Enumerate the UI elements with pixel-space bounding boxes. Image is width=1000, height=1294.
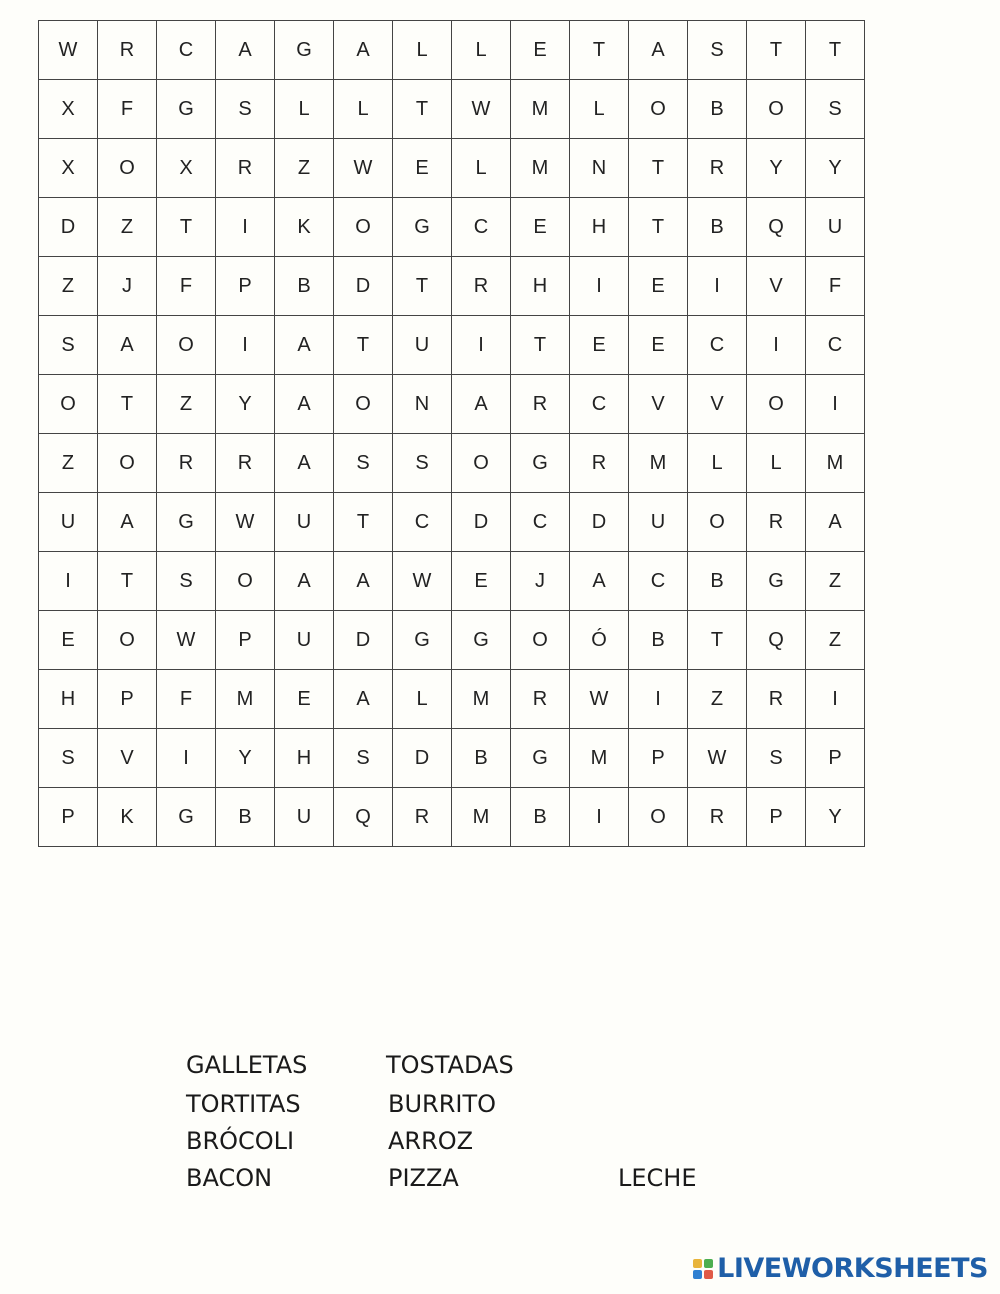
logo-square-3 <box>693 1270 702 1279</box>
grid-cell[interactable]: Y <box>747 139 806 198</box>
grid-cell[interactable]: U <box>275 493 334 552</box>
grid-cell[interactable]: Q <box>747 198 806 257</box>
grid-cell[interactable]: W <box>393 552 452 611</box>
grid-cell[interactable]: S <box>216 80 275 139</box>
grid-cell[interactable]: E <box>511 198 570 257</box>
grid-row <box>39 198 865 257</box>
grid-cell[interactable]: M <box>452 788 511 847</box>
grid-cell[interactable]: D <box>334 257 393 316</box>
grid-cell[interactable]: G <box>393 198 452 257</box>
grid-cell[interactable]: F <box>157 257 216 316</box>
grid-row <box>39 316 865 375</box>
grid-cell[interactable]: B <box>511 788 570 847</box>
grid-cell[interactable]: I <box>806 670 865 729</box>
grid-cell[interactable]: A <box>452 375 511 434</box>
logo-text: LIVEWORKSHEETS <box>717 1253 988 1284</box>
grid-cell[interactable]: W <box>39 21 98 80</box>
grid-cell[interactable]: I <box>688 257 747 316</box>
grid-cell[interactable]: G <box>511 434 570 493</box>
grid-cell[interactable]: R <box>747 493 806 552</box>
grid-cell[interactable]: A <box>334 21 393 80</box>
word-tortitas: TORTITAS <box>186 1090 301 1118</box>
grid-cell[interactable]: X <box>157 139 216 198</box>
grid-cell[interactable]: M <box>452 670 511 729</box>
grid-cell[interactable]: O <box>216 552 275 611</box>
grid-cell[interactable]: O <box>98 434 157 493</box>
grid-cell[interactable]: C <box>393 493 452 552</box>
grid-cell[interactable]: I <box>747 316 806 375</box>
grid-cell[interactable]: P <box>216 257 275 316</box>
grid-cell[interactable]: R <box>570 434 629 493</box>
grid-cell[interactable]: R <box>216 139 275 198</box>
grid-cell[interactable]: W <box>157 611 216 670</box>
grid-cell[interactable]: I <box>806 375 865 434</box>
grid-cell[interactable]: P <box>629 729 688 788</box>
grid-cell[interactable]: O <box>39 375 98 434</box>
grid-row <box>39 788 865 847</box>
grid-cell[interactable]: E <box>452 552 511 611</box>
grid-cell[interactable]: T <box>98 552 157 611</box>
grid-cell[interactable]: H <box>511 257 570 316</box>
grid-row <box>39 21 865 80</box>
grid-cell[interactable]: O <box>629 80 688 139</box>
grid-row <box>39 729 865 788</box>
grid-cell[interactable]: Z <box>157 375 216 434</box>
grid-cell[interactable]: R <box>452 257 511 316</box>
grid-cell[interactable]: Ó <box>570 611 629 670</box>
grid-cell[interactable]: W <box>334 139 393 198</box>
grid-cell[interactable]: C <box>629 552 688 611</box>
grid-cell[interactable]: C <box>806 316 865 375</box>
grid-cell[interactable]: M <box>511 80 570 139</box>
grid-row <box>39 611 865 670</box>
grid-cell[interactable]: O <box>98 139 157 198</box>
grid-cell[interactable]: I <box>157 729 216 788</box>
grid-row <box>39 434 865 493</box>
grid-cell[interactable]: D <box>570 493 629 552</box>
word-arroz: ARROZ <box>388 1127 474 1155</box>
grid-cell[interactable]: V <box>629 375 688 434</box>
grid-cell[interactable]: V <box>688 375 747 434</box>
grid-cell[interactable]: A <box>334 552 393 611</box>
grid-cell[interactable]: T <box>806 21 865 80</box>
grid-row <box>39 139 865 198</box>
grid-cell[interactable]: Q <box>747 611 806 670</box>
grid-cell[interactable]: T <box>629 139 688 198</box>
word-tostadas: TOSTADAS <box>386 1051 514 1079</box>
grid-cell[interactable]: A <box>98 493 157 552</box>
grid-cell[interactable]: O <box>747 80 806 139</box>
grid-cell[interactable]: T <box>511 316 570 375</box>
grid-cell[interactable]: G <box>157 493 216 552</box>
grid-cell[interactable]: B <box>629 611 688 670</box>
grid-cell[interactable]: X <box>39 139 98 198</box>
grid-cell[interactable]: Z <box>806 611 865 670</box>
grid-cell[interactable]: F <box>806 257 865 316</box>
grid-cell[interactable]: O <box>334 198 393 257</box>
word-galletas: GALLETAS <box>186 1051 308 1079</box>
grid-cell[interactable]: I <box>452 316 511 375</box>
grid-cell[interactable]: L <box>570 80 629 139</box>
grid-cell[interactable]: R <box>98 21 157 80</box>
grid-cell[interactable]: Z <box>39 434 98 493</box>
grid-cell[interactable]: A <box>275 316 334 375</box>
grid-cell[interactable]: U <box>629 493 688 552</box>
grid-cell[interactable]: K <box>275 198 334 257</box>
grid-cell[interactable]: H <box>570 198 629 257</box>
grid-cell[interactable]: A <box>275 552 334 611</box>
grid-cell[interactable]: L <box>747 434 806 493</box>
grid-cell[interactable]: O <box>688 493 747 552</box>
grid-cell[interactable]: T <box>629 198 688 257</box>
grid-cell[interactable]: A <box>334 670 393 729</box>
grid-cell[interactable]: S <box>806 80 865 139</box>
grid-cell[interactable]: B <box>275 257 334 316</box>
grid-cell[interactable]: B <box>688 80 747 139</box>
grid-cell[interactable]: A <box>216 21 275 80</box>
grid-cell[interactable]: C <box>688 316 747 375</box>
grid-row <box>39 670 865 729</box>
grid-cell[interactable]: L <box>452 139 511 198</box>
grid-cell[interactable]: F <box>157 670 216 729</box>
grid-cell[interactable]: R <box>688 788 747 847</box>
grid-cell[interactable]: C <box>511 493 570 552</box>
grid-cell[interactable]: G <box>157 80 216 139</box>
grid-cell[interactable]: I <box>216 198 275 257</box>
grid-cell[interactable]: S <box>393 434 452 493</box>
grid-cell[interactable]: E <box>275 670 334 729</box>
grid-cell[interactable]: H <box>39 670 98 729</box>
grid-cell[interactable]: I <box>629 670 688 729</box>
word-burrito: BURRITO <box>388 1090 497 1118</box>
grid-cell[interactable]: Z <box>806 552 865 611</box>
grid-cell[interactable]: U <box>39 493 98 552</box>
grid-cell[interactable]: N <box>393 375 452 434</box>
grid-cell[interactable]: T <box>747 21 806 80</box>
grid-cell[interactable]: W <box>570 670 629 729</box>
grid-cell[interactable]: E <box>629 257 688 316</box>
grid-cell[interactable]: U <box>806 198 865 257</box>
grid-cell[interactable]: H <box>275 729 334 788</box>
grid-cell[interactable]: K <box>98 788 157 847</box>
grid-row <box>39 375 865 434</box>
grid-cell[interactable]: Z <box>688 670 747 729</box>
grid-cell[interactable]: B <box>452 729 511 788</box>
grid-cell[interactable]: W <box>688 729 747 788</box>
grid-cell[interactable]: G <box>452 611 511 670</box>
word-leche: LECHE <box>618 1164 697 1192</box>
grid-cell[interactable]: S <box>157 552 216 611</box>
grid-cell[interactable]: P <box>216 611 275 670</box>
grid-cell[interactable]: L <box>452 21 511 80</box>
grid-cell[interactable]: T <box>98 375 157 434</box>
grid-cell[interactable]: P <box>747 788 806 847</box>
grid-cell[interactable]: R <box>393 788 452 847</box>
grid-cell[interactable]: R <box>747 670 806 729</box>
grid-cell[interactable]: G <box>275 21 334 80</box>
grid-cell[interactable]: P <box>806 729 865 788</box>
grid-cell[interactable]: U <box>393 316 452 375</box>
grid-cell[interactable]: S <box>39 729 98 788</box>
grid-cell[interactable]: F <box>98 80 157 139</box>
grid-cell[interactable]: L <box>393 670 452 729</box>
grid-cell[interactable]: A <box>570 552 629 611</box>
grid-cell[interactable]: Q <box>334 788 393 847</box>
grid-cell[interactable]: T <box>393 257 452 316</box>
grid-cell[interactable]: R <box>688 139 747 198</box>
word-bacon: BACON <box>186 1164 273 1192</box>
grid-cell[interactable]: R <box>157 434 216 493</box>
grid-cell[interactable]: E <box>393 139 452 198</box>
grid-cell[interactable]: M <box>216 670 275 729</box>
grid-cell[interactable]: C <box>570 375 629 434</box>
grid-cell[interactable]: R <box>511 670 570 729</box>
grid-cell[interactable]: T <box>157 198 216 257</box>
grid-cell[interactable]: O <box>452 434 511 493</box>
grid-cell[interactable]: M <box>570 729 629 788</box>
grid-cell[interactable]: A <box>275 434 334 493</box>
logo-square-2 <box>704 1259 713 1268</box>
grid-row <box>39 80 865 139</box>
grid-cell[interactable]: S <box>747 729 806 788</box>
word-brocoli: BRÓCOLI <box>186 1127 295 1155</box>
grid-row <box>39 493 865 552</box>
grid-cell[interactable]: Z <box>275 139 334 198</box>
grid-cell[interactable]: J <box>98 257 157 316</box>
grid-cell[interactable]: P <box>98 670 157 729</box>
grid-cell[interactable]: D <box>39 198 98 257</box>
grid-cell[interactable]: A <box>98 316 157 375</box>
grid-cell[interactable]: G <box>393 611 452 670</box>
grid-cell[interactable]: E <box>629 316 688 375</box>
grid-cell[interactable]: I <box>570 257 629 316</box>
grid-cell[interactable]: C <box>452 198 511 257</box>
grid-cell[interactable]: L <box>275 80 334 139</box>
grid-cell[interactable]: T <box>688 611 747 670</box>
grid-row <box>39 257 865 316</box>
grid-cell[interactable]: U <box>275 788 334 847</box>
grid-cell[interactable]: D <box>334 611 393 670</box>
grid-cell[interactable]: N <box>570 139 629 198</box>
grid-row <box>39 552 865 611</box>
word-pizza: PIZZA <box>388 1164 459 1192</box>
grid-cell[interactable]: M <box>806 434 865 493</box>
grid-cell[interactable]: G <box>747 552 806 611</box>
grid-cell[interactable]: A <box>629 21 688 80</box>
grid-cell[interactable]: S <box>334 434 393 493</box>
grid-cell[interactable]: W <box>216 493 275 552</box>
grid-cell[interactable]: P <box>39 788 98 847</box>
grid-cell[interactable]: O <box>511 611 570 670</box>
logo-square-4 <box>704 1270 713 1279</box>
grid-cell[interactable]: Z <box>39 257 98 316</box>
grid-cell[interactable]: I <box>570 788 629 847</box>
grid-cell[interactable]: D <box>393 729 452 788</box>
grid-cell[interactable]: B <box>216 788 275 847</box>
grid-cell[interactable]: A <box>275 375 334 434</box>
grid-cell[interactable]: T <box>570 21 629 80</box>
grid-cell[interactable]: M <box>511 139 570 198</box>
grid-cell[interactable]: B <box>688 198 747 257</box>
grid-cell[interactable]: O <box>747 375 806 434</box>
liveworksheets-logo[interactable] <box>693 1253 988 1284</box>
logo-square-1 <box>693 1259 702 1268</box>
grid-cell[interactable]: T <box>334 316 393 375</box>
grid-cell[interactable]: G <box>157 788 216 847</box>
grid-cell[interactable]: S <box>688 21 747 80</box>
grid-cell[interactable]: E <box>511 21 570 80</box>
grid-cell[interactable]: D <box>452 493 511 552</box>
grid-cell[interactable]: O <box>629 788 688 847</box>
grid-cell[interactable]: V <box>98 729 157 788</box>
grid-cell[interactable]: B <box>688 552 747 611</box>
liveworksheets-logo-icon <box>693 1259 713 1279</box>
word-search-grid <box>38 20 865 847</box>
grid-cell[interactable]: Z <box>98 198 157 257</box>
grid-cell[interactable]: E <box>570 316 629 375</box>
grid-cell[interactable]: O <box>98 611 157 670</box>
grid-cell[interactable]: L <box>393 21 452 80</box>
grid-cell[interactable]: E <box>39 611 98 670</box>
grid-cell[interactable]: Y <box>806 788 865 847</box>
grid-cell[interactable]: X <box>39 80 98 139</box>
grid-cell[interactable]: O <box>334 375 393 434</box>
grid-cell[interactable]: Y <box>216 375 275 434</box>
grid-cell[interactable]: Y <box>806 139 865 198</box>
grid-cell[interactable]: I <box>39 552 98 611</box>
grid-cell[interactable]: U <box>275 611 334 670</box>
grid-cell[interactable]: S <box>334 729 393 788</box>
grid-cell[interactable]: M <box>629 434 688 493</box>
grid-cell[interactable]: O <box>157 316 216 375</box>
grid-cell[interactable]: G <box>511 729 570 788</box>
grid-cell[interactable]: I <box>216 316 275 375</box>
grid-cell[interactable]: L <box>688 434 747 493</box>
grid-cell[interactable]: Y <box>216 729 275 788</box>
grid-cell[interactable]: C <box>157 21 216 80</box>
grid-cell[interactable]: S <box>39 316 98 375</box>
grid-cell[interactable]: R <box>216 434 275 493</box>
grid-cell[interactable]: W <box>452 80 511 139</box>
grid-cell[interactable]: L <box>334 80 393 139</box>
grid-cell[interactable]: J <box>511 552 570 611</box>
grid-cell[interactable]: T <box>334 493 393 552</box>
grid-cell[interactable]: T <box>393 80 452 139</box>
grid-cell[interactable]: A <box>806 493 865 552</box>
grid-cell[interactable]: R <box>511 375 570 434</box>
grid-cell[interactable]: V <box>747 257 806 316</box>
